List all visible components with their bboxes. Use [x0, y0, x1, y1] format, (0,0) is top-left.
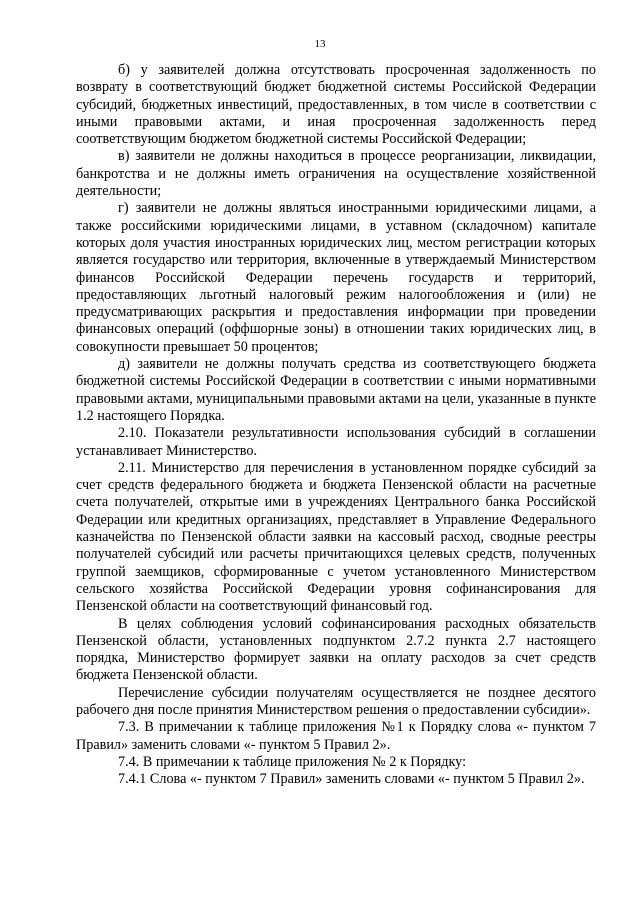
paragraph-7-4-1: 7.4.1 Слова «- пунктом 7 Правил» заменить словами «- пунктом 5 Правил 2». [118, 771, 585, 788]
paragraph-d: д) заявители не должны получать средства из соответствующего бюджета бюджетной системы Российской Федерации в соответствии с иными нормативными правовыми актами, муниципальными правовыми актами на цели, указанные в пункте 1.2 настоящего Порядка. [76, 356, 596, 424]
paragraph-transfer: Перечисление субсидии получателям осуществляется не позднее десятого рабочего дня после принятия Министерством решения о предоставлении субсидии». [76, 684, 596, 718]
paragraph-7-4: 7.4. В примечании к таблице приложения № 2 к Порядку: [118, 753, 467, 770]
paragraph-cofinancing: В целях соблюдения условий софинансирования расходных обязательств Пензенской области, установленных подпунктом 2.7.2 пункта 2.7 настоящего порядка, Министерство формирует заявки на оплату расходов за счет средств бюджета Пензенской области. [76, 615, 596, 684]
paragraph-b: б) у заявителей должна отсутствовать просроченная задолженность по возврату в соответствующий бюджет бюджетной системы Российской Федерации субсидий, бюджетных инвестиций, предоставленных, в том числе в соответствии с иными правовыми актами, и иная просроченная задолженность перед соответствующим бюджетом бюджетной системы Российской Федерации; [76, 62, 596, 148]
paragraph-7-3: 7.3. В примечании к таблице приложения №1 к Порядку слова «- пунктом 7 Правил» заменить словами «- пунктом 5 Правил 2». [76, 719, 596, 753]
paragraph-v: в) заявители не должны находиться в процессе реорганизации, ликвидации, банкротства и не должны иметь ограничения на осуществление хозяйственной деятельности; [76, 148, 596, 200]
paragraph-2-10: 2.10. Показатели результативности использования субсидий в соглашении устанавливает Министерство. [76, 425, 596, 459]
paragraph-g: г) заявители не должны являться иностранными юридическими лицами, а также российскими юридическими лицами, в уставном (складочном) капитале которых доля участия иностранных юридических лиц, местом регистрации которых является государство или территория, включенные в утверждаемый Министерством финансов Российской Федерации перечень государств и территорий, предоставляющих льготный налоговый режим налогообложения и (или) не предусматривающих раскрытия и предоставления информации при проведении финансовых операций (оффшорные зоны) в отношении таких юридических лиц, в совокупности превышает 50 процентов; [76, 200, 596, 355]
document-body [76, 62, 596, 788]
paragraph-2-11: 2.11. Министерство для перечисления в установленном порядке субсидий за счет средств федерального бюджета и бюджета Пензенской области на расчетные счета получателей, открытые ими в учреждениях Центрального банка Российской Федерации или кредитных организациях, представляет в Управление Федерального казначейства по Пензенской области заявки на кассовый расход, сводные реестры получателей субсидий или расчеты причитающихся целевых средств, полученных группой заемщиков, сформированные с учетом установленного Министерством сельского хозяйства Российской Федерации уровня софинансирования для Пензенской области на соответствующий финансовый год. [76, 459, 596, 615]
page-number: 13 [314, 38, 326, 50]
